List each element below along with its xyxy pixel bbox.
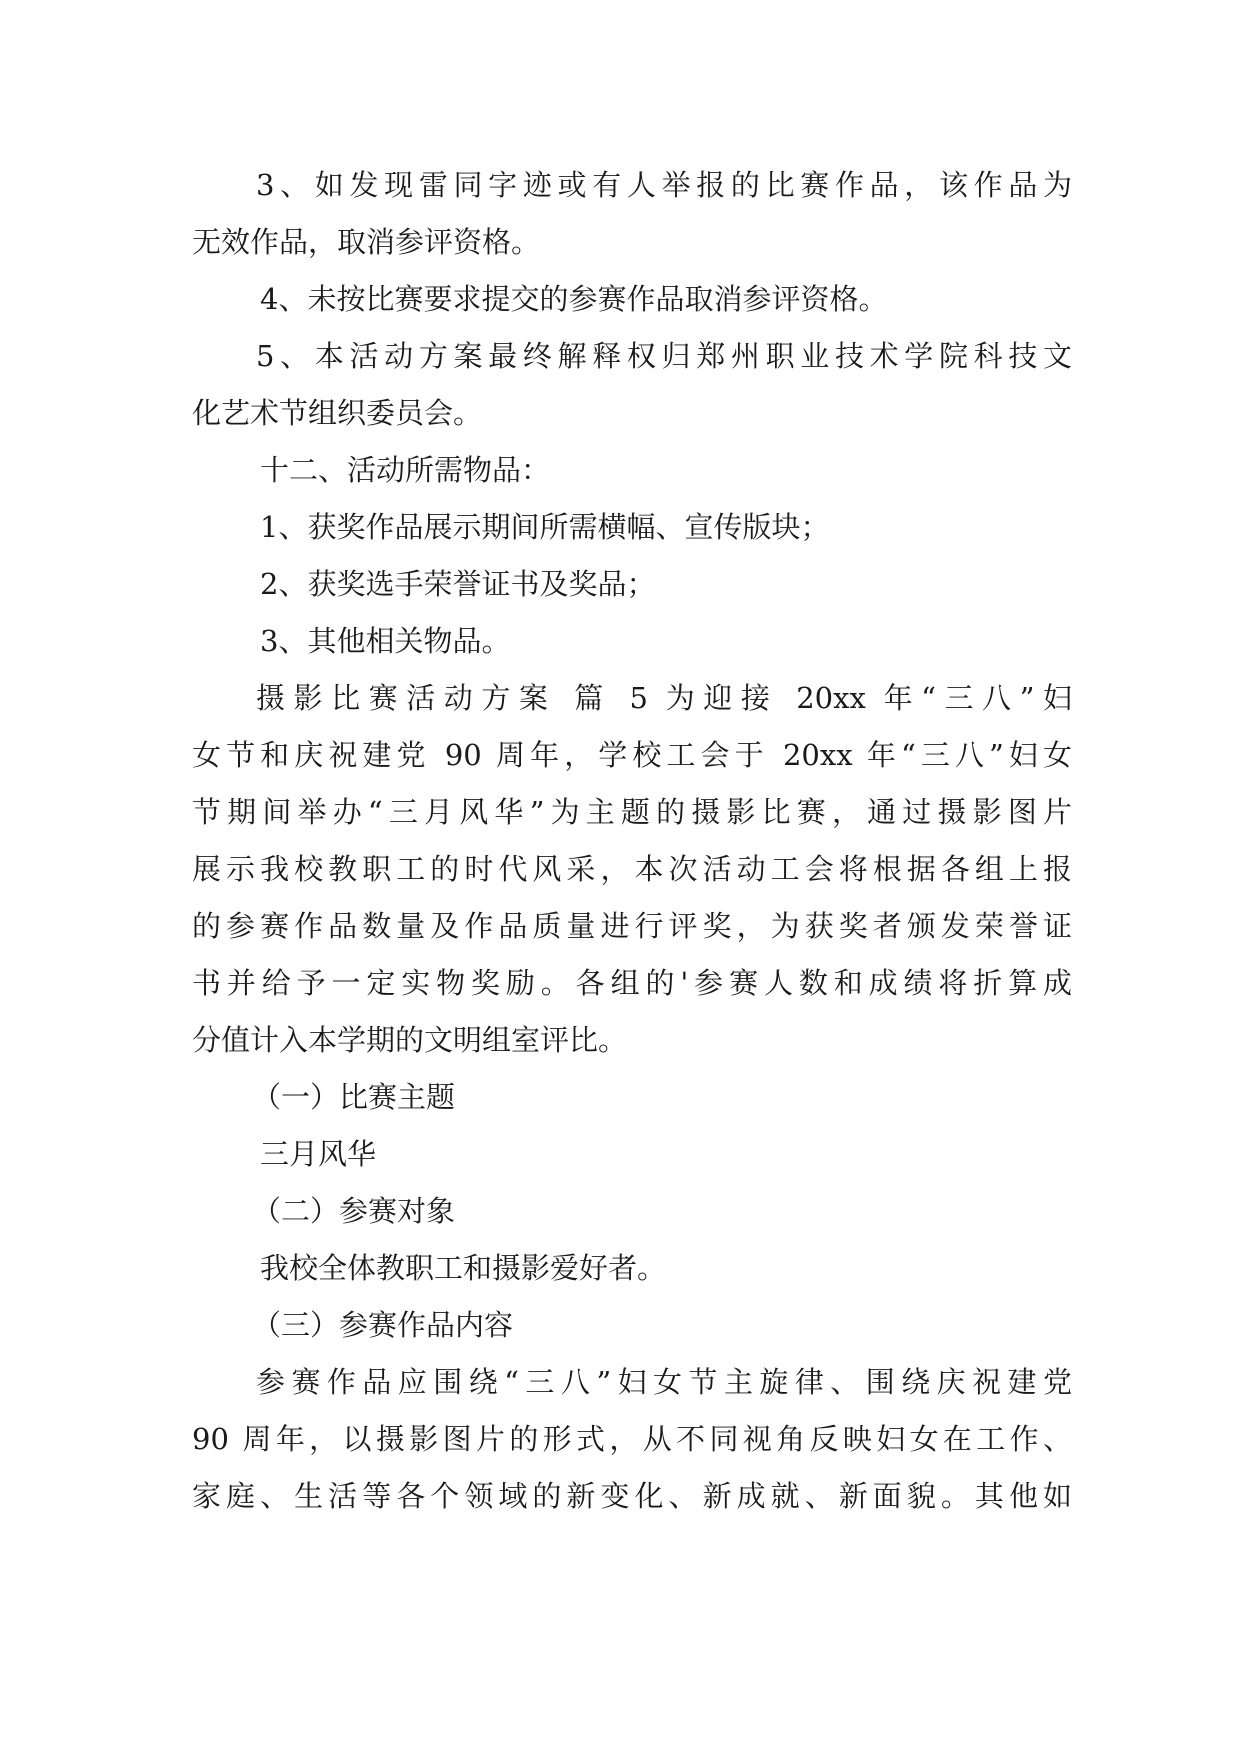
paragraph-line: 节期间举办“三月风华”为主题的摄影比赛，通过摄影图片 — [192, 795, 1072, 829]
section-heading: （三）参赛作品内容 — [252, 1308, 514, 1342]
paragraph-line: 90 周年，以摄影图片的形式，从不同视角反映妇女在工作、 — [192, 1422, 1072, 1456]
paragraph-line: 书并给予一定实物奖励。各组的'参赛人数和成绩将折算成 — [192, 966, 1072, 1000]
section-heading: （二）参赛对象 — [252, 1194, 456, 1228]
paragraph-line: 我校全体教职工和摄影爱好者。 — [260, 1251, 667, 1285]
paragraph-line: 5、本活动方案最终解释权归郑州职业技术学院科技文 — [256, 339, 1072, 373]
section-heading: 十二、活动所需物品： — [260, 453, 551, 487]
paragraph-line: 化艺术节组织委员会。 — [192, 396, 483, 430]
list-item: 2、获奖选手荣誉证书及奖品； — [260, 567, 656, 601]
list-item: 3、其他相关物品。 — [260, 624, 511, 658]
paragraph-line: 无效作品，取消参评资格。 — [192, 225, 541, 259]
paragraph-line: 家庭、生活等各个领域的新变化、新成就、新面貌。其他如 — [192, 1479, 1072, 1513]
paragraph-line: 摄影比赛活动方案 篇 5 为迎接 20xx 年“三八”妇 — [256, 681, 1072, 715]
paragraph-line: 女节和庆祝建党 90 周年，学校工会于 20xx 年“三八”妇女 — [192, 738, 1072, 772]
paragraph-line: 展示我校教职工的时代风采，本次活动工会将根据各组上报 — [192, 852, 1072, 886]
list-item: 1、获奖作品展示期间所需横幅、宣传版块； — [260, 510, 830, 544]
paragraph-line: 分值计入本学期的文明组室评比。 — [192, 1023, 628, 1057]
paragraph-line: 4、未按比赛要求提交的参赛作品取消参评资格。 — [260, 282, 888, 316]
paragraph-line: 3、如发现雷同字迹或有人举报的比赛作品，该作品为 — [256, 168, 1072, 202]
paragraph-line: 参赛作品应围绕“三八”妇女节主旋律、围绕庆祝建党 — [256, 1365, 1072, 1399]
paragraph-line: 的参赛作品数量及作品质量进行评奖，为获奖者颁发荣誉证 — [192, 909, 1072, 943]
section-heading: （一）比赛主题 — [252, 1080, 456, 1114]
paragraph-line: 三月风华 — [260, 1137, 377, 1171]
